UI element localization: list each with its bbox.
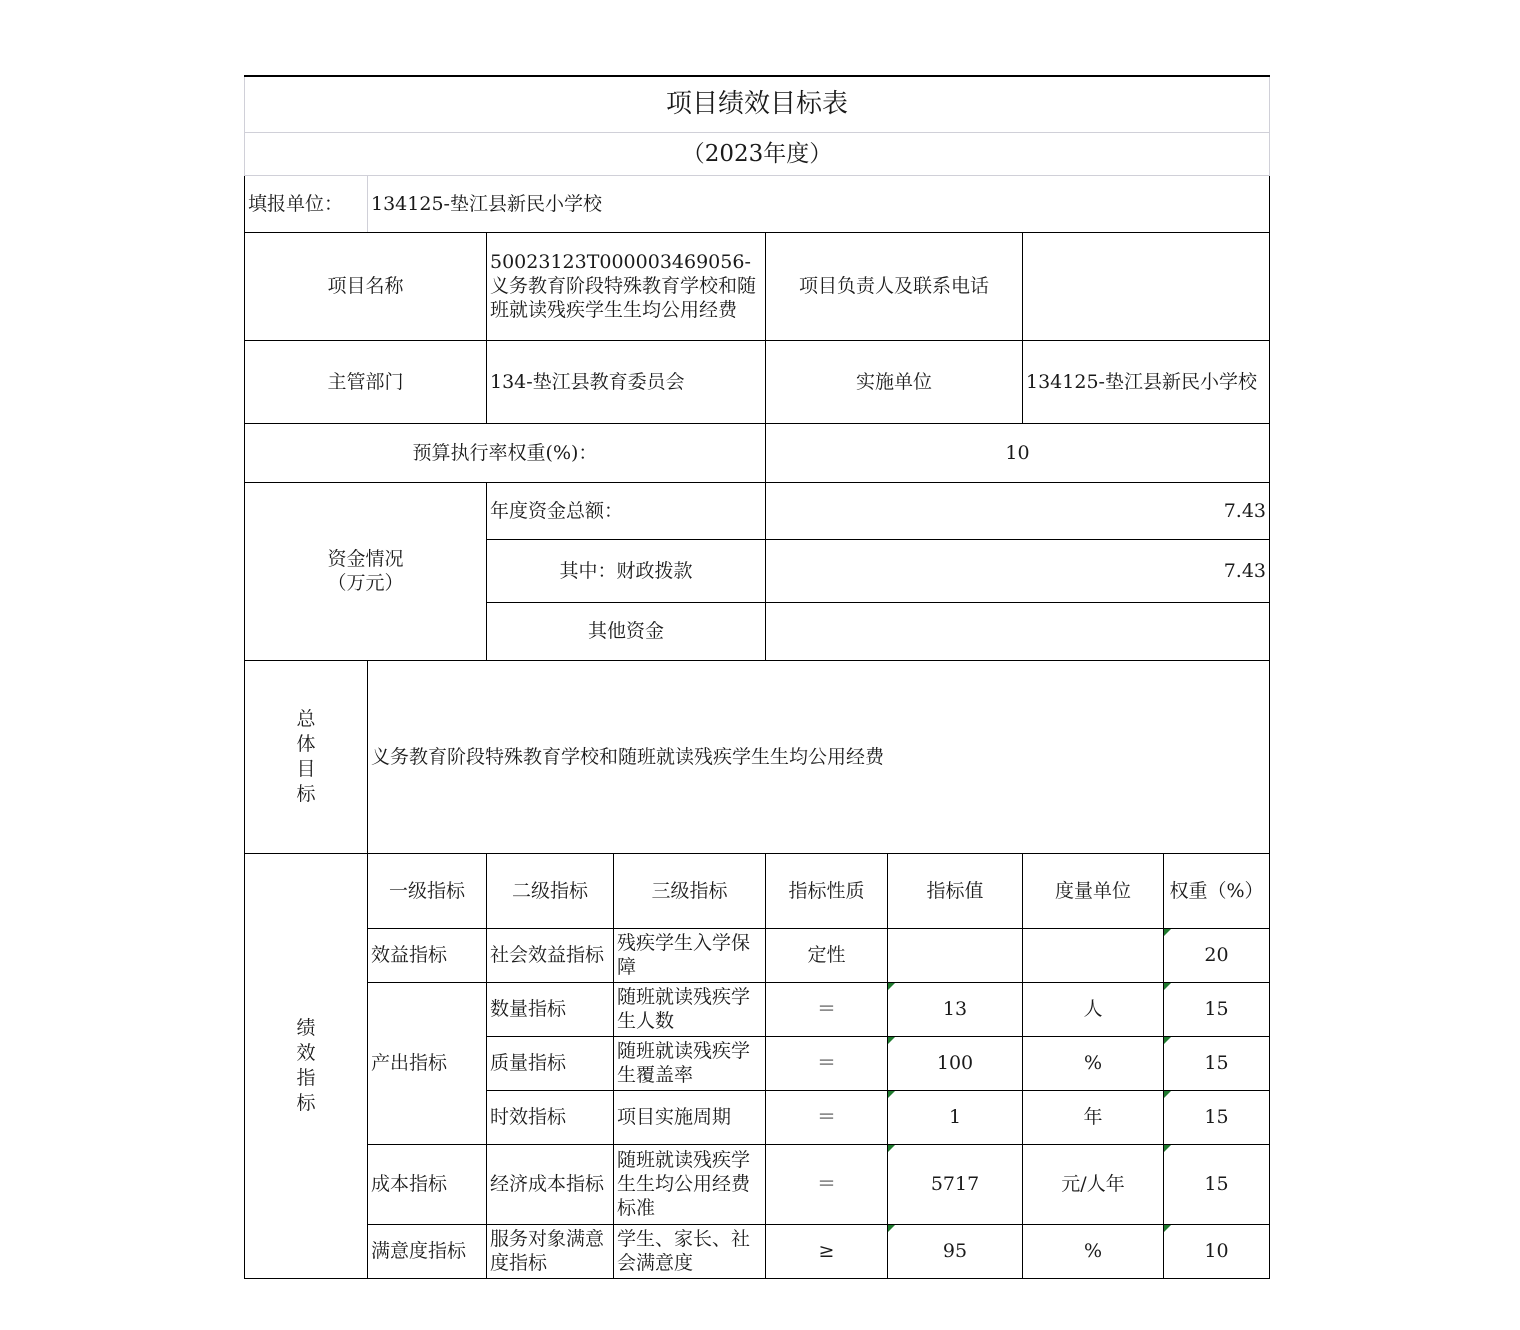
- value-cell: [888, 928, 1023, 982]
- level3-cell: 学生、家长、社会满意度: [614, 1224, 766, 1278]
- unit-value: 134125-垫江县新民小学校: [368, 175, 1270, 232]
- impl-value: 134125-垫江县新民小学校: [1023, 340, 1270, 423]
- performance-target-table: [244, 75, 1270, 1279]
- weight-cell: 15: [1164, 1090, 1270, 1144]
- weight-cell: 15: [1164, 1144, 1270, 1224]
- unit-cell: [1023, 928, 1164, 982]
- level3-cell: 随班就读残疾学生生均公用经费标准: [614, 1144, 766, 1224]
- table-row: [245, 982, 1270, 1036]
- perf-label: 绩 效 指 标: [245, 853, 368, 1278]
- value-cell: 13: [888, 982, 1023, 1036]
- performance-target-sheet: [244, 75, 1269, 1278]
- header-level1: 一级指标: [368, 853, 487, 928]
- annual-total-label: 年度资金总额：: [487, 482, 766, 539]
- header-level3: 三级指标: [614, 853, 766, 928]
- table-row: [245, 928, 1270, 982]
- unit-cell: %: [1023, 1036, 1164, 1090]
- year-subtitle: （2023年度）: [245, 132, 1270, 175]
- level3-cell: 随班就读残疾学生覆盖率: [614, 1036, 766, 1090]
- header-nature: 指标性质: [766, 853, 888, 928]
- nature-cell: ＝: [766, 1090, 888, 1144]
- table-row: [245, 1144, 1270, 1224]
- dept-value: 134-垫江县教育委员会: [487, 340, 766, 423]
- level2-cell: 数量指标: [487, 982, 614, 1036]
- value-cell: 1: [888, 1090, 1023, 1144]
- budget-weight-value: 10: [766, 423, 1270, 482]
- level1-cell: 效益指标: [368, 928, 487, 982]
- unit-cell: 元/人年: [1023, 1144, 1164, 1224]
- level2-cell: 质量指标: [487, 1036, 614, 1090]
- level2-cell: 经济成本指标: [487, 1144, 614, 1224]
- unit-cell: 年: [1023, 1090, 1164, 1144]
- level2-cell: 服务对象满意度指标: [487, 1224, 614, 1278]
- weight-cell: 10: [1164, 1224, 1270, 1278]
- weight-cell: 15: [1164, 982, 1270, 1036]
- other-funds-value: [766, 602, 1270, 660]
- goal-value: 义务教育阶段特殊教育学校和随班就读残疾学生生均公用经费: [368, 660, 1270, 853]
- header-weight: 权重（%）: [1164, 853, 1270, 928]
- nature-cell: ＝: [766, 1144, 888, 1224]
- annual-total-value: 7.43: [766, 482, 1270, 539]
- header-unit: 度量单位: [1023, 853, 1164, 928]
- nature-cell: ＝: [766, 982, 888, 1036]
- level2-cell: 时效指标: [487, 1090, 614, 1144]
- funds-label-line1: 资金情况: [327, 548, 404, 570]
- level1-cell: 满意度指标: [368, 1224, 487, 1278]
- goal-label: 总 体 目 标: [245, 660, 368, 853]
- level1-cell: 成本指标: [368, 1144, 487, 1224]
- level3-cell: 残疾学生入学保障: [614, 928, 766, 982]
- value-cell: 95: [888, 1224, 1023, 1278]
- dept-label: 主管部门: [245, 340, 487, 423]
- nature-cell: 定性: [766, 928, 888, 982]
- funds-label-line2: （万元）: [327, 572, 404, 594]
- page-title: 项目绩效目标表: [245, 76, 1270, 132]
- unit-label: 填报单位：: [245, 175, 368, 232]
- budget-weight-label: 预算执行率权重(%)：: [245, 423, 766, 482]
- level1-cell: 产出指标: [368, 982, 487, 1144]
- header-level2: 二级指标: [487, 853, 614, 928]
- project-name-value: 50023123T000003469056-义务教育阶段特殊教育学校和随班就读残疾学生生均公用经费: [487, 232, 766, 340]
- level2-cell: 社会效益指标: [487, 928, 614, 982]
- level3-cell: 项目实施周期: [614, 1090, 766, 1144]
- nature-cell: ＝: [766, 1036, 888, 1090]
- contact-value: [1023, 232, 1270, 340]
- funds-label: [245, 482, 487, 660]
- impl-label: 实施单位: [766, 340, 1023, 423]
- unit-cell: 人: [1023, 982, 1164, 1036]
- fiscal-label: 其中：财政拨款: [487, 539, 766, 602]
- fiscal-value: 7.43: [766, 539, 1270, 602]
- table-row: [245, 1224, 1270, 1278]
- weight-cell: 15: [1164, 1036, 1270, 1090]
- project-name-label: 项目名称: [245, 232, 487, 340]
- level3-cell: 随班就读残疾学生人数: [614, 982, 766, 1036]
- header-value: 指标值: [888, 853, 1023, 928]
- contact-label: 项目负责人及联系电话: [766, 232, 1023, 340]
- weight-cell: 20: [1164, 928, 1270, 982]
- nature-cell: ≥: [766, 1224, 888, 1278]
- value-cell: 100: [888, 1036, 1023, 1090]
- value-cell: 5717: [888, 1144, 1023, 1224]
- unit-cell: %: [1023, 1224, 1164, 1278]
- other-funds-label: 其他资金: [487, 602, 766, 660]
